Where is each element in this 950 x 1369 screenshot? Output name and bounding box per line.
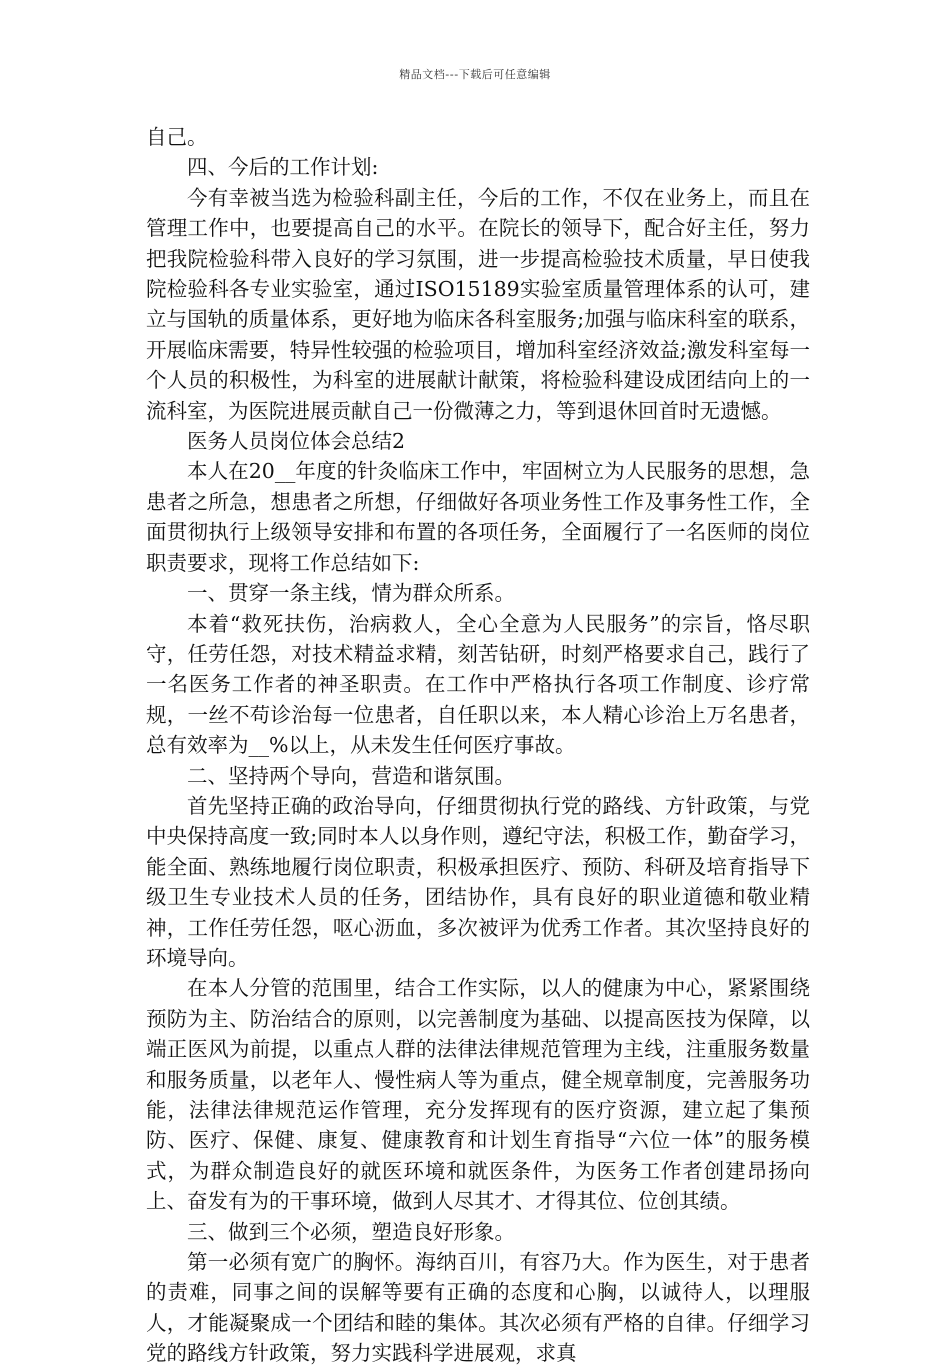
section-heading-future-plan: 四、今后的工作计划: [187,155,379,180]
paragraph-intro: 本人在20__年度的针灸临床工作中，牢固树立为人民服务的思想，急患者之所急，想患者之所想，仔细做好各项业务性工作及事务性工作，全面贯彻执行上级领导安排和布置的各项任务，全面履行了一名医师的岗位职责要求，现将工作总结如下: [146,459,810,575]
section-heading-three: 三、做到三个必须，塑造良好形象。 [187,1219,515,1244]
document-body [146,122,810,1369]
paragraph-section-two-a: 首先坚持正确的政治导向，仔细贯彻执行党的路线、方针政策，与党中央保持高度一致;同时本人以身作则，遵纪守法，积极工作，勤奋学习，能全面、熟练地履行岗位职责，积极承担医疗、预防、科研及培育指导下级卫生专业技术人员的任务，团结协作，具有良好的职业道德和敬业精神，工作任劳任怨，呕心沥血，多次被评为优秀工作者。其次坚持良好的环境导向。 [146,793,810,970]
paragraph-section-three: 第一必须有宽广的胸怀。海纳百川，有容乃大。作为医生，对于患者的责难，同事之间的误解等要有正确的态度和心胸，以诚待人，以理服人，才能凝聚成一个团结和睦的集体。其次必须有严格的自律。仔细学习党的路线方针政策，努力实践科学进展观，求真 [146,1250,810,1366]
paragraph-section-two-b: 在本人分管的范围里，结合工作实际，以人的健康为中心，紧紧围绕预防为主、防治结合的原则，以完善制度为基础、以提高医技为保障，以端正医风为前提，以重点人群的法律法律规范管理为主线，注重服务数量和服务质量，以老年人、慢性病人等为重点，健全规章制度，完善服务功能，法律法律规范运作管理，充分发挥现有的医疗资源，建立起了集预防、医疗、保健、康复、健康教育和计划生育指导“六位一体”的服务模式，为群众制造良好的就医环境和就医条件，为医务工作者创建昂扬向上、奋发有为的干事环境，做到人尽其才、才得其位、位创其绩。 [146,976,810,1214]
section-heading-two: 二、坚持两个导向，营造和谐氛围。 [187,763,515,788]
paragraph-future-plan: 今有幸被当选为检验科副主任，今后的工作，不仅在业务上，而且在管理工作中，也要提高自己的水平。在院长的领导下，配合好主任，努力把我院检验科带入良好的学习氛围，进一步提高检验技术质量，早日使我院检验科各专业实验室，通过ISO15189实验室质量管理体系的认可，建立与国轨的质量体系，更好地为临床各科室服务;加强与临床科室的联系，开展临床需要，特异性较强的检验项目，增加科室经济效益;激发科室每一个人员的积极性，为科室的进展献计献策，将检验科建设成团结向上的一流科室，为医院进展贡献自己一份微薄之力，等到退休回首时无遗憾。 [146,185,810,423]
paragraph-section-one: 本着“救死扶伤，治病救人，全心全意为人民服务”的宗旨，恪尽职守，任劳任怨，对技术精益求精，刻苦钻研，时刻严格要求自己，践行了一名医务工作者的神圣职责。在工作中严格执行各项工作制度、诊疗常规，一丝不苟诊治每一位患者，自任职以来，本人精心诊治上万名患者，总有效率为__%以上，从未发生任何医疗事故。 [146,611,810,758]
page-header: 精品文档---下载后可任意编辑 [399,68,551,81]
paragraph-continuation: 自己。 [146,125,208,149]
document-title-summary-2: 医务人员岗位体会总结2 [187,429,406,454]
section-heading-one: 一、贯穿一条主线，情为群众所系。 [187,581,515,606]
